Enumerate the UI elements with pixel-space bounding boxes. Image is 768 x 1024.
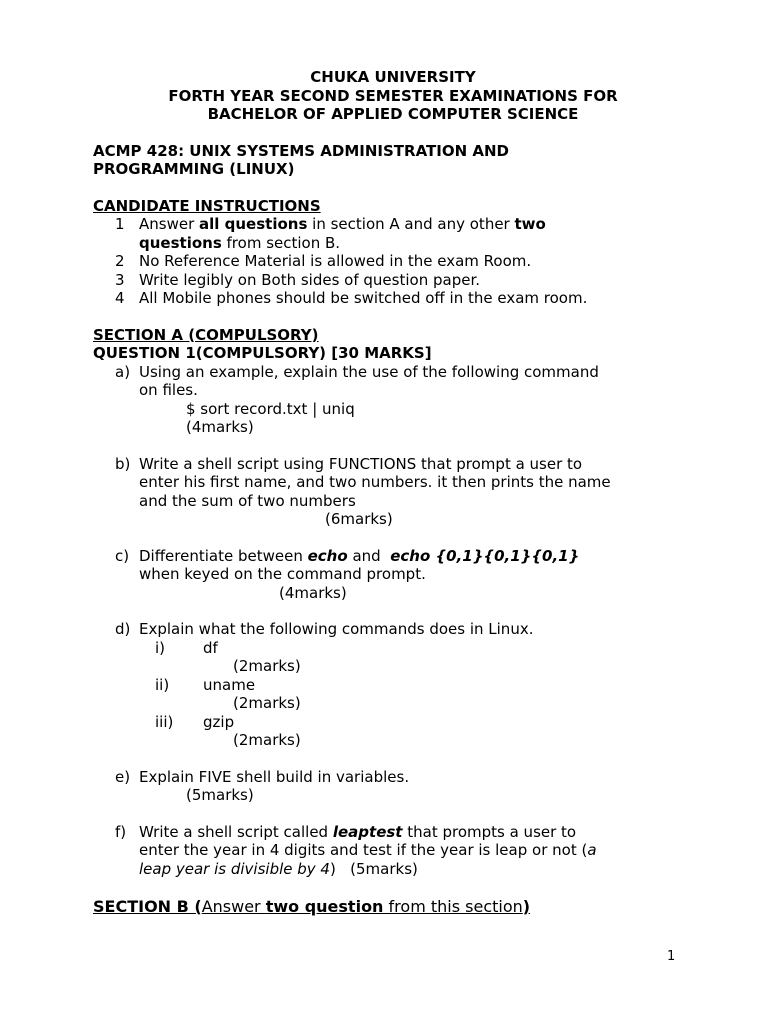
sub-question: i) df [155,638,218,657]
marks: (2marks) [233,657,301,675]
course-title-line1: ACMP 428: UNIX SYSTEMS ADMINISTRATION AND [93,141,509,160]
marks: (6marks) [325,510,393,528]
sub-question: iii) gzip [155,712,235,731]
marks: (2marks) [233,694,301,712]
command-example: $ sort record.txt | uniq [186,399,355,418]
program-title: BACHELOR OF APPLIED COMPUTER SCIENCE [207,105,579,123]
instruction-item: 3 Write legibly on Both sides of question paper. [115,270,481,289]
exam-page [93,68,693,917]
section-b-title: SECTION B (Answer two question from this section) [93,897,531,916]
question-part-b: b) Write a shell script using FUNCTIONS that prompt a user to enter his first name, and two numbers. it then prints the name and the sum of two numbers (6marks) [93,455,693,529]
course-title-line2: PROGRAMMING (LINUX) [93,160,295,178]
question-part-c: c) Differentiate between echo and echo {0,1}{0,1}{0,1} when keyed on the command prompt. (4marks) [93,547,693,603]
question-part-f: f) Write a shell script called leaptest that prompts a user to enter the year in 4 digits and test if the year is leap or not (a leap year is divisible by 4) (5marks) [115,822,597,878]
section-a-title: SECTION A (COMPULSORY) [93,325,319,344]
question-part-a: a) Using an example, explain the use of the following command on files. $ sort record.txt | uniq (4marks) [93,363,693,437]
instructions-title: CANDIDATE INSTRUCTIONS [93,196,321,215]
question-1-title: QUESTION 1(COMPULSORY) [30 MARKS] [93,344,432,362]
marks: (5marks) [186,786,254,804]
instruction-item: 4 All Mobile phones should be switched off in the exam room. [115,289,588,307]
marks: (4marks) [186,418,254,436]
university-name: CHUKA UNIVERSITY [310,68,476,86]
exam-title: FORTH YEAR SECOND SEMESTER EXAMINATIONS FOR [168,86,618,105]
instruction-item: 2 No Reference Material is allowed in the exam Room. [115,252,532,270]
marks: (2marks) [233,731,301,749]
sub-question: ii) uname [155,675,256,694]
marks: (4marks) [279,583,347,602]
instruction-number: 1 [115,215,125,233]
question-part-d: d) Explain what the following commands does in Linux. i) df (2marks) ii) uname (2marks) iii) gzip (2marks) [93,620,693,750]
instruction-item: 1 Answer all questions in section A and any other two questions from section B. [115,215,546,252]
page-number: 1 [667,949,676,964]
question-part-e: e) Explain FIVE shell build in variables. (5marks) [93,768,693,805]
